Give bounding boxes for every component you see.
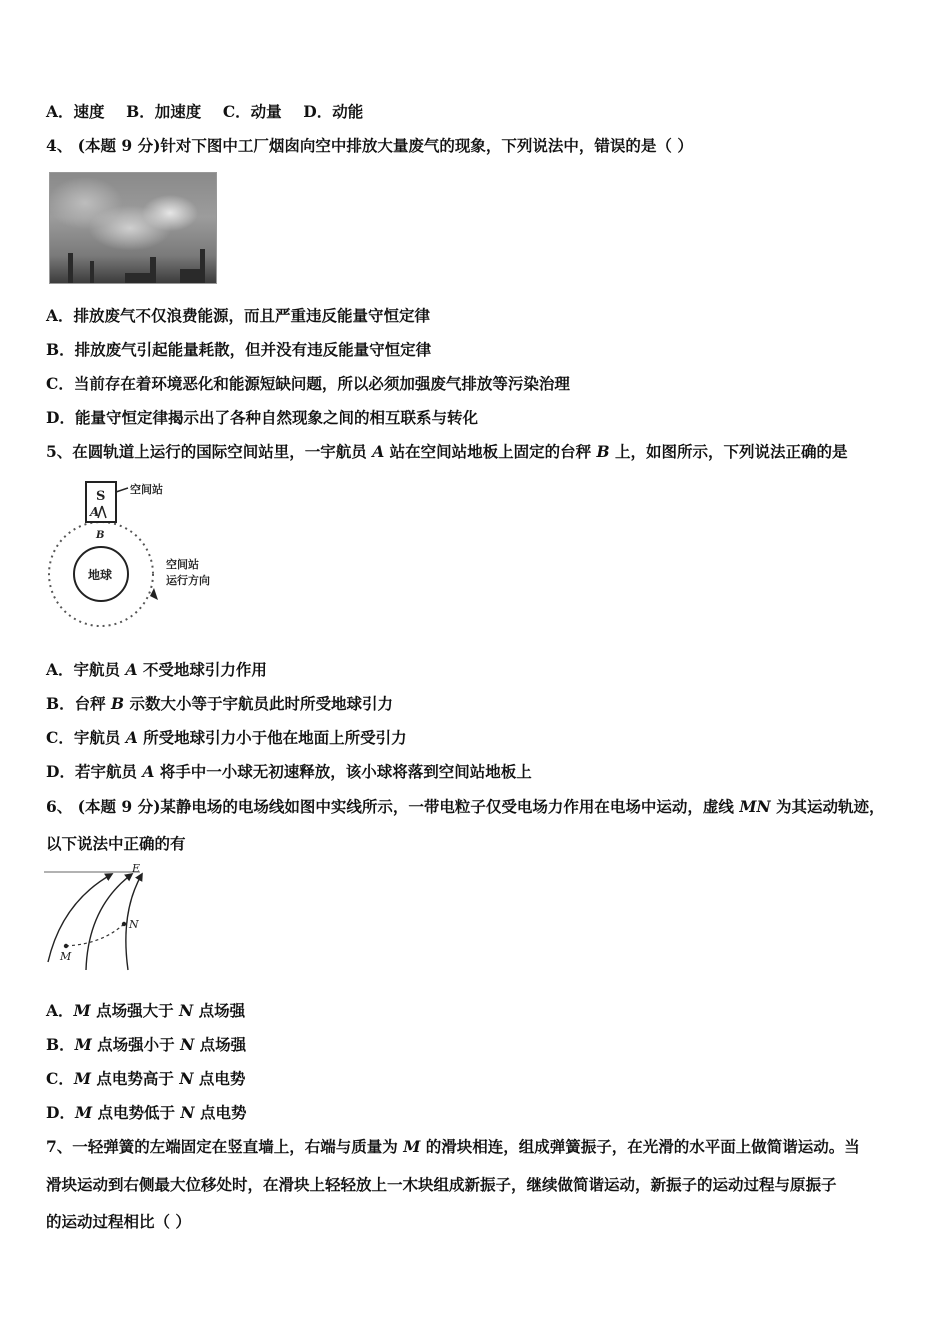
q7-line2: 滑块运动到右侧最大位移处时，在滑块上轻轻放上一木块组成新振子，继续做简谐运动，新振子的运动过程与原振子 xyxy=(46,1175,837,1194)
label-m: M xyxy=(60,950,72,963)
scale-b-label: B xyxy=(96,530,105,541)
q7-line1: 7、一轻弹簧的左端固定在竖直墙上，右端与质量为 M 的滑块相连，组成弹簧振子，在光滑的水平面上做简谐运动。当 xyxy=(46,1137,860,1156)
q3-option-a: A．速度 xyxy=(46,102,105,121)
q6-option-d: D．M 点电势低于 N 点电势 xyxy=(46,1103,247,1122)
q5-option-c: C．宇航员 A 所受地球引力小于他在地面上所受引力 xyxy=(46,728,407,747)
direction-label-1: 空间站 xyxy=(166,558,199,571)
q5-stem: 5、在圆轨道上运行的国际空间站里，一宇航员 A 站在空间站地板上固定的台秤 B 上，如图所示，下列说法正确的是 xyxy=(46,442,848,461)
point-n xyxy=(122,922,126,926)
station-pointer-line xyxy=(116,488,128,492)
field-line-1 xyxy=(48,874,112,962)
label-n: N xyxy=(129,918,139,931)
q4-option-d: D．能量守恒定律揭示出了各种自然现象之间的相互联系与转化 xyxy=(46,408,478,427)
q4-option-c: C．当前存在着环境恶化和能源短缺问题，所以必须加强废气排放等污染治理 xyxy=(46,374,570,393)
q3-option-b: B．加速度 xyxy=(126,102,202,121)
q4-stem: 4、 (本题 9 分)针对下图中工厂烟囱向空中排放大量废气的现象，下列说法中，错误的是（ ） xyxy=(46,136,693,155)
space-station-diagram xyxy=(46,476,246,636)
q3-option-d: D．动能 xyxy=(303,102,364,121)
direction-label-2: 运行方向 xyxy=(166,574,210,587)
point-m xyxy=(64,944,68,948)
q3-option-c: C．动量 xyxy=(222,102,282,121)
q5-stem-a: A xyxy=(372,442,385,461)
q6-stem-line1: 6、 (本题 9 分)某静电场的电场线如图中实线所示，一带电粒子仅受电场力作用在电场中运动，虚线 MN 为其运动轨迹， xyxy=(46,797,885,816)
direction-arrow xyxy=(150,588,158,600)
q4-option-a: A．排放废气不仅浪费能源，而且严重违反能量守恒定律 xyxy=(46,306,431,325)
q6-stem-line2: 以下说法中正确的有 xyxy=(46,834,186,853)
scale-s-label: S xyxy=(96,489,106,504)
station-label: 空间站 xyxy=(130,483,163,496)
q5-option-a: A．宇航员 A 不受地球引力作用 xyxy=(46,660,267,679)
factory-chimney-photo xyxy=(49,172,217,284)
q6-option-a: A．M 点场强大于 N 点场强 xyxy=(46,1001,246,1020)
q6-option-b: B．M 点场强小于 N 点场强 xyxy=(46,1035,247,1054)
q6-option-c: C．M 点电势高于 N 点电势 xyxy=(46,1069,246,1088)
q5-stem-b: B xyxy=(596,442,610,461)
q4-option-b: B．排放废气引起能量耗散，但并没有违反能量守恒定律 xyxy=(46,340,432,359)
q5-option-d: D．若宇航员 A 将手中一小球无初速释放，该小球将落到空间站地板上 xyxy=(46,762,532,781)
electric-field-diagram xyxy=(40,862,160,974)
field-line-2 xyxy=(86,874,132,970)
label-e: E xyxy=(132,862,141,875)
trajectory-mn xyxy=(66,924,124,946)
astronaut-a-label: A xyxy=(90,505,100,519)
earth-label: 地球 xyxy=(88,568,113,582)
q5-option-b: B．台秤 B 示数大小等于宇航员此时所受地球引力 xyxy=(46,694,394,713)
q3-options xyxy=(46,101,363,123)
q7-line3: 的运动过程相比（ ） xyxy=(46,1212,191,1231)
